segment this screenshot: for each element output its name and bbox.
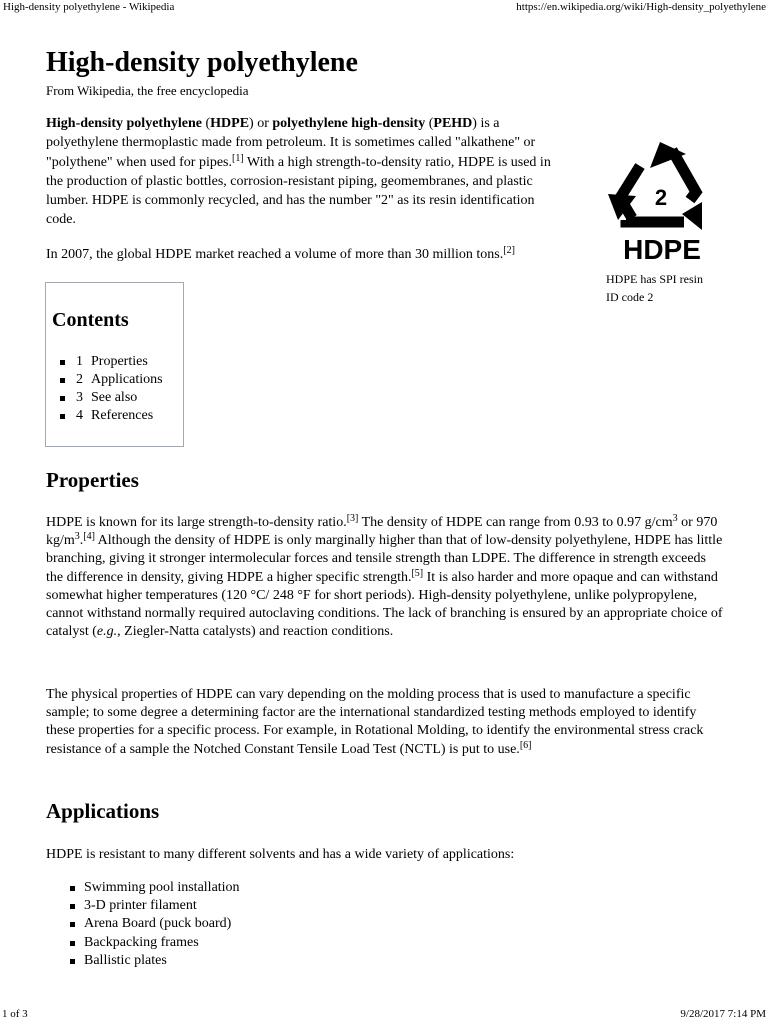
citation-4[interactable]: [4] — [83, 531, 95, 543]
intro-paragraph-2 — [46, 245, 566, 264]
list-item[interactable]: Backpacking frames — [84, 934, 240, 952]
list-item[interactable]: 3-D printer filament — [84, 897, 240, 915]
section-heading-applications: Applications — [46, 799, 160, 823]
table-of-contents — [45, 282, 184, 447]
citation-2[interactable]: [2] — [503, 245, 515, 256]
superscript-cubed: 3 — [672, 513, 678, 524]
intro-abbr-pehd: PEHD — [433, 116, 473, 131]
citation-1[interactable]: [1] — [232, 152, 244, 164]
section-heading-properties: Properties — [46, 468, 139, 492]
text-run-italic: e.g. — [96, 624, 118, 640]
tagline: From Wikipedia, the free encyclopedia — [46, 83, 249, 98]
print-header-url[interactable]: https://en.wikipedia.org/wiki/High-density_polyethylene — [516, 1, 766, 13]
print-footer-page: 1 of 3 — [2, 1008, 28, 1020]
recycle-arrow-bottom — [626, 220, 684, 222]
citation-3[interactable]: [3] — [346, 513, 359, 524]
page-title: High-density polyethylene — [46, 47, 358, 78]
print-header-title: High-density polyethylene - Wikipedia — [3, 1, 175, 13]
toc-title: Contents — [52, 309, 129, 331]
resin-code-2-icon[interactable] — [606, 138, 718, 264]
resin-code-number: 2 — [654, 185, 668, 210]
toc-label: See also — [91, 390, 138, 405]
toc-item-see-also[interactable] — [76, 389, 163, 407]
text-run: or 970 kg/m — [46, 515, 718, 549]
toc-item-references[interactable] — [76, 407, 163, 425]
toc-label: Properties — [91, 354, 148, 369]
intro-text-b: With a high strength-to-density ratio, HDPE is used in the production of plastic bottles, corrosion-resistant piping, geomembranes, and plastic lumber. HDPE is commonly recycled, and has the number "2" as its resin identification code. — [46, 154, 551, 228]
toc-label: Applications — [91, 372, 163, 387]
toc-item-applications[interactable] — [76, 371, 163, 389]
toc-number: 2 — [76, 372, 83, 387]
intro-market-text: In 2007, the global HDPE market reached a volume of more than 30 million tons. — [46, 247, 504, 262]
citation-5[interactable]: [5] — [411, 567, 424, 579]
text-run: . — [79, 533, 84, 549]
intro-paragraph: High-density polyethylene (HDPE) or polyethylene high-density (PEHD) is a polyethylene thermoplastic made from petroleum. It is sometimes called "alkathene" or "polythene" when used for pipes.[1] With a high strength-to-density ratio, HDPE is used in the production of plastic bottles, corrosion-resistant piping, geomembranes, and plastic lumber. HDPE is commonly recycled, and has the number "2" as its resin identification code. — [46, 116, 551, 228]
list-item[interactable]: Ballistic plates — [84, 952, 240, 970]
toc-label: References — [91, 408, 154, 423]
citation-6[interactable]: [6] — [519, 739, 532, 751]
toc-item-properties[interactable] — [76, 353, 163, 371]
list-item[interactable]: Arena Board (puck board) — [84, 915, 240, 933]
intro-text-a: is a polyethylene thermoplastic made from petroleum. It is sometimes called "alkathene" or "polythene" when used for pipes. — [46, 116, 536, 170]
toc-number: 3 — [76, 390, 83, 405]
superscript-cubed: 3 — [74, 531, 80, 543]
infobox-caption: HDPE has SPI resin ID code 2 — [606, 272, 704, 304]
text-run: The density of HDPE can range from 0.93 to 0.97 g/cm — [358, 515, 673, 530]
print-footer-datetime: 9/28/2017 7:14 PM — [680, 1008, 766, 1020]
text-run: Although the density of HDPE is only marginally higher than that of low-density polyethylene, HDPE has little branching, giving it stronger intermolecular forces and tensile strength than LDPE. The difference in strength exceeds the difference in density, giving HDPE a higher specific strength. — [46, 533, 723, 585]
applications-intro: HDPE is resistant to many different solvents and has a wide variety of applications: — [46, 847, 515, 862]
intro-alt-name: polyethylene high-density — [272, 116, 426, 131]
text-run: It is also harder and more opaque and can withstand somewhat higher temperatures (120 °C/ 248 °F for short periods). High-density polyethylene, unlike polypropylene, cannot withstand normally required autoclaving conditions. The lack of branching is ensured by an appropriate choice of catalyst ( — [46, 569, 723, 640]
toc-list — [76, 353, 163, 425]
properties-paragraph-1 — [46, 514, 726, 641]
resin-code-label: HDPE — [623, 234, 701, 264]
applications-list — [84, 879, 240, 970]
recycle-arrowhead-2 — [682, 202, 702, 230]
text-run: HDPE is known for its large strength-to-density ratio. — [46, 515, 347, 530]
intro-bold-name: High-density polyethylene — [46, 116, 202, 131]
toc-number: 4 — [76, 408, 83, 423]
list-item[interactable]: Swimming pool installation — [84, 879, 240, 897]
properties-paragraph-2 — [46, 686, 726, 759]
text-run: , Ziegler-Natta catalysts) and reaction conditions. — [117, 624, 394, 640]
intro-abbr-hdpe: HDPE — [210, 116, 250, 131]
toc-number: 1 — [76, 354, 83, 369]
text-run: The physical properties of HDPE can vary depending on the molding process that is used to manufacture a specific sample; to some degree a determining factor are the international standardized testing methods employed to identify these properties for a specific process. For example, in Rotational Molding, to identify the environmental stress crack resistance of a sample the Notched Constant Tensile Load Test (NCTL) is put to use. — [46, 687, 704, 757]
